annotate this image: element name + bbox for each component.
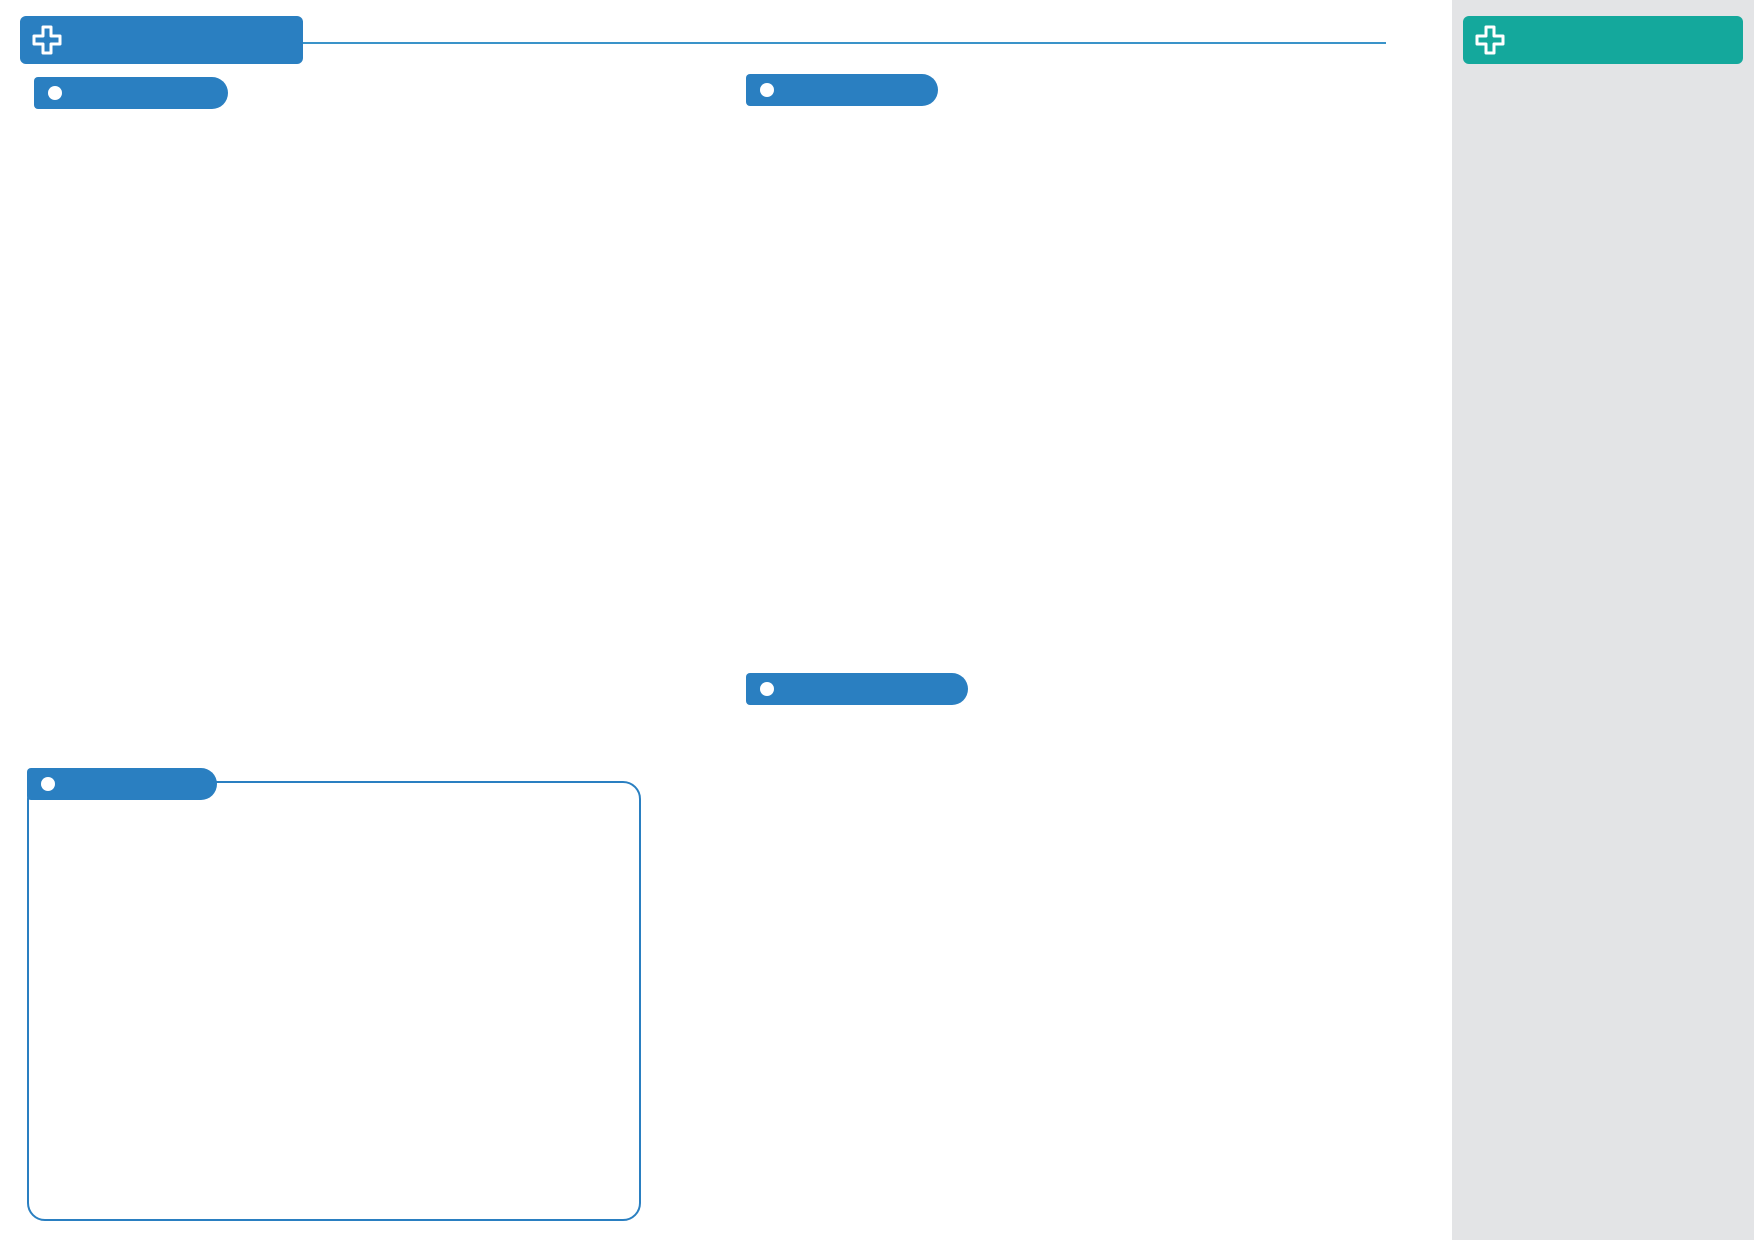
header-divider — [303, 42, 1386, 44]
offering-title-pill — [746, 673, 968, 705]
prayer-box — [27, 781, 641, 1221]
bullet-dot-icon — [760, 83, 774, 97]
prayer-title-pill — [27, 768, 217, 800]
bullet-dot-icon — [760, 682, 774, 696]
sidebar-header — [1463, 16, 1743, 64]
bullet-dot-icon — [48, 86, 62, 100]
column-title-pill — [34, 77, 228, 109]
study-title-pill — [746, 74, 938, 106]
plus-cross-icon — [1475, 25, 1505, 55]
bullet-dot-icon — [41, 777, 55, 791]
sidebar — [1452, 0, 1754, 1240]
plus-cross-icon — [32, 25, 62, 55]
header-tab — [20, 16, 303, 64]
